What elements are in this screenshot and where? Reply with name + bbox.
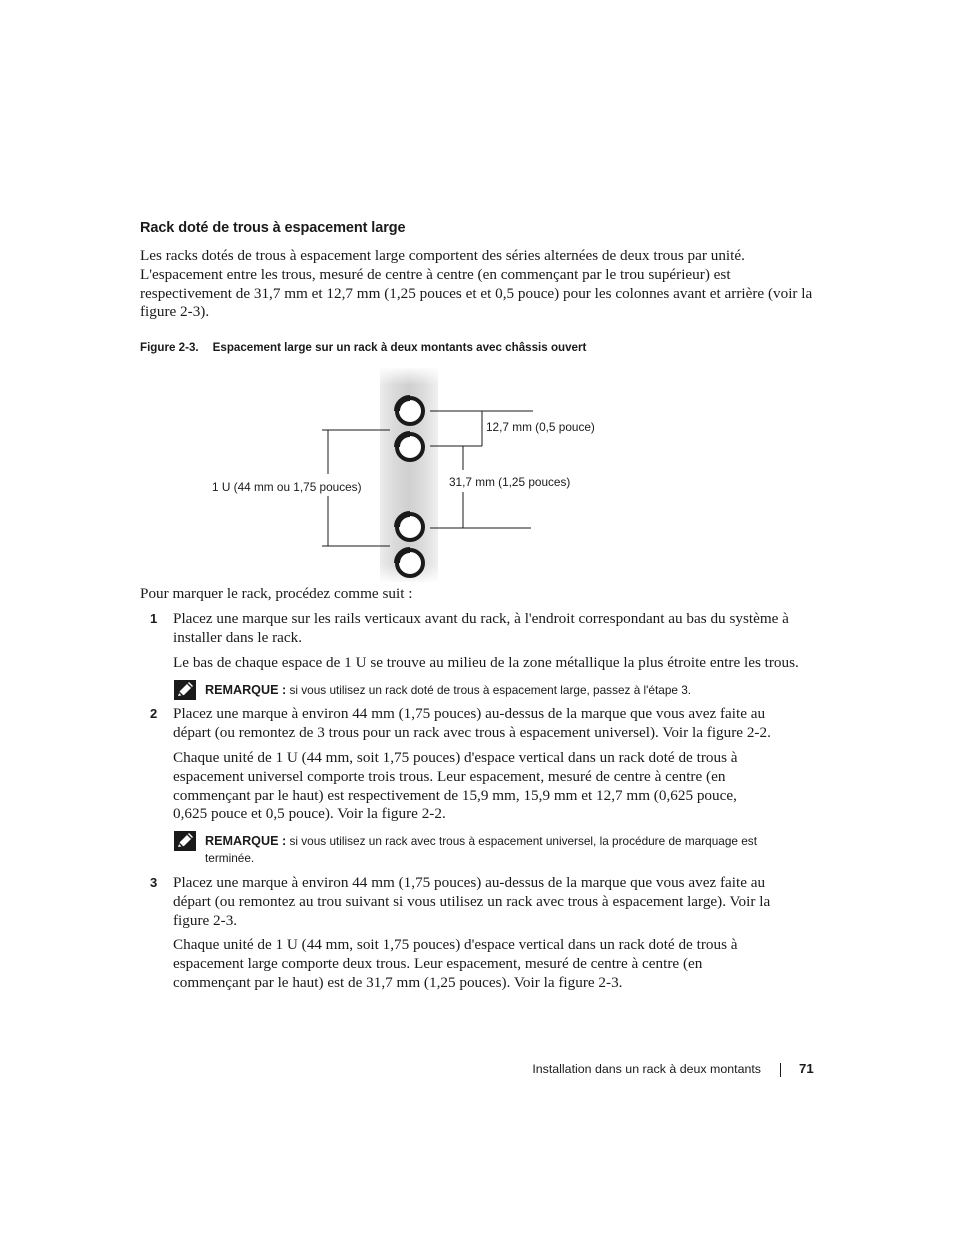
pencil-note-icon [173,679,197,701]
step-detail: Chaque unité de 1 U (44 mm, soit 1,75 pouces) d'espace vertical dans un rack doté de trous à espacement large comporte deux trous. Leur espacement, mesuré de centre à centre (en commençant par le haut) est de 31,7 mm (1,25 pouces). Voir la figure 2-3. [173,936,738,991]
step-text: Placez une marque à environ 44 mm (1,75 pouces) au-dessus de la marque que vous avez faite au départ (ou remontez de 3 trous pour un rack avec trous à espacement universel). Voir la figure 2-2. [173,705,771,741]
step-number: 1 [150,611,158,626]
page-number: 71 [799,1061,814,1076]
footer-separator [780,1063,781,1077]
section-heading: Rack doté de trous à espacement large [140,220,406,236]
figure-caption [140,341,586,354]
pencil-note-icon [173,830,197,852]
note-block [173,682,813,699]
step-number: 2 [150,706,158,721]
step-detail: Le bas de chaque espace de 1 U se trouve au milieu de la zone métallique la plus étroite entre les trous. [173,654,799,671]
figure-title: Espacement large sur un rack à deux montants avec châssis ouvert [212,341,587,354]
figure-number: Figure 2-3. [140,341,199,354]
step-text: Placez une marque à environ 44 mm (1,75 pouces) au-dessus de la marque que vous avez faite au départ (ou remontez au trou suivant si vous utilisez un rack avec trous à espacement large). Voir la figure 2-3. [173,874,771,929]
intro-paragraph: Les racks dotés de trous à espacement large comportent des séries alternées de deux trous par unité. L'espacement entre les trous, mesuré de centre à centre (en commençant par le trou supérieur) est respectivement de 31,7 mm et 12,7 mm (1,25 pouces et et 0,5 pouce) pour les colonnes avant et arrière (voir la figure 2-3). [140,247,813,321]
footer-title: Installation dans un rack à deux montants [532,1062,761,1076]
rack-spacing-figure [0,360,954,590]
small-gap-label: 12,7 mm (0,5 pouce) [486,420,595,434]
procedure-intro: Pour marquer le rack, procédez comme suit : [140,585,413,602]
rack-hole [397,434,423,460]
large-gap-label: 31,7 mm (1,25 pouces) [449,475,571,489]
note-block [173,833,798,867]
note-text: si vous utilisez un rack avec trous à espacement universel, la procédure de marquage est terminée. [205,834,757,865]
rack-hole [397,514,423,540]
note-text: si vous utilisez un rack doté de trous à espacement large, passez à l'étape 3. [289,683,692,697]
step-text: Placez une marque sur les rails verticaux avant du rack, à l'endroit correspondant au bas du système à installer dans le rack. [173,610,789,646]
note-label: REMARQUE : [205,683,287,697]
unit-label: 1 U (44 mm ou 1,75 pouces) [212,480,362,494]
step-number: 3 [150,875,158,890]
note-label: REMARQUE : [205,834,287,848]
rack-hole [397,550,423,576]
step-detail: Chaque unité de 1 U (44 mm, soit 1,75 pouces) d'espace vertical dans un rack doté de trous à espacement universel comporte trois trous. Leur espacement, mesuré de centre à centre (en commençant par le haut) est respectivement de 15,9 mm, 15,9 mm et 12,7 mm (0,625 pouce, 0,625 pouce et 0,5 pouce). Voir la figure 2-2. [173,749,738,823]
rack-hole [397,398,423,424]
